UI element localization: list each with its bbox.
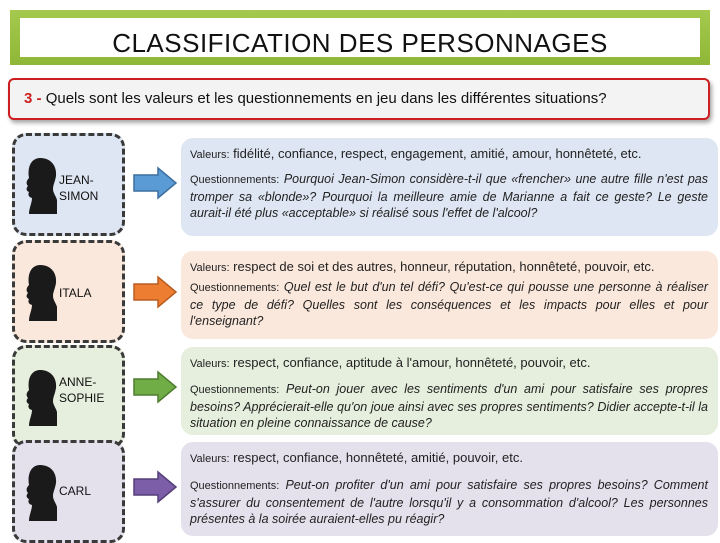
character-text-box [181, 347, 718, 435]
values-line: Valeurs: respect de soi et des autres, honneur, réputation, honnêteté, pouvoir, etc. [190, 259, 655, 274]
character-card-anne-sophie [12, 345, 125, 448]
questions-text: Quel est le but d'un tel défi? Qu'est-ce qui pousse une personne à réaliser ce type de défi? Quelles sont les conséquences et les impacts pour elles et pour l'enseignant? [190, 280, 708, 328]
character-card-carl [12, 440, 125, 543]
questions-text: Peut-on jouer avec les sentiments d'un ami pour satisfaire ses propres besoins? Apprécierait-elle qu'on joue ainsi avec ses propres sentiments? Didier accepte-t-il la situation en pleine connaissance de cause? [190, 382, 708, 430]
character-name: ITALA [59, 286, 92, 300]
arrow-right-icon [132, 470, 178, 504]
page-title: CLASSIFICATION DES PERSONNAGES [112, 28, 608, 58]
arrow-right-icon [132, 275, 178, 309]
character-text-box [181, 251, 718, 339]
arrow-right-icon [132, 166, 178, 200]
values-text: fidélité, confiance, respect, engagement, amitié, amour, honnêteté, etc. [233, 146, 642, 161]
head-silhouette-icon [23, 463, 59, 523]
head-silhouette-icon [23, 368, 59, 428]
question-text [24, 90, 607, 107]
values-text: respect, confiance, honnêteté, amitié, pouvoir, etc. [233, 450, 523, 465]
values-line: Valeurs: respect, confiance, aptitude à l'amour, honnêteté, pouvoir, etc. [190, 355, 591, 370]
questions-text: Pourquoi Jean-Simon considère-t-il que «frencher» une autre fille n'est pas tromper sa «blonde»? Pourquoi la meilleure amie de Marianne a fait ce geste? Le geste aurait-il été plus «acceptable» si réalisé sous l'effet de l'alcool? [190, 172, 708, 220]
character-text-box [181, 442, 718, 536]
character-name: JEAN- SIMON [59, 173, 99, 203]
values-line: Valeurs: respect, confiance, honnêteté, amitié, pouvoir, etc. [190, 450, 523, 465]
questions-line: Questionnements: Peut-on jouer avec les sentiments d'un ami pour satisfaire ses propres besoins? Apprécierait-elle qu'on joue ainsi avec ses propres sentiments? Didier accepte-t-il la situation en pleine connaissance de cause? [190, 382, 708, 430]
values-line: Valeurs: fidélité, confiance, respect, engagement, amitié, amour, honnêteté, etc. [190, 146, 642, 161]
question-number: 3 - [24, 90, 42, 107]
head-silhouette-icon [23, 263, 59, 323]
character-text-box [181, 138, 718, 236]
character-name: ANNE- SOPHIE [59, 375, 105, 405]
questions-line: Questionnements: Pourquoi Jean-Simon considère-t-il que «frencher» une autre fille n'est pas tromper sa «blonde»? Pourquoi la meilleure amie de Marianne a fait ce geste? Le geste aurait-il été plus «acceptable» si réalisé sous l'effet de l'alcool? [190, 172, 708, 220]
values-text: respect, confiance, aptitude à l'amour, honnêteté, pouvoir, etc. [233, 355, 591, 370]
character-name: CARL [59, 484, 92, 498]
questions-line: Questionnements: Peut-on profiter d'un ami pour satisfaire ses propres besoins? Comment s'assurer du consentement de l'autre lorsqu'il y a consommation d'alcool? Les personnes présentes à la soirée auraient-elles pu réagir? [190, 478, 708, 526]
head-silhouette-icon [23, 156, 59, 216]
questions-text: Peut-on profiter d'un ami pour satisfaire ses propres besoins? Comment s'assurer du consentement de l'autre lorsqu'il y a consommation d'alcool? Les personnes présentes à la soirée auraient-elles pu réagir? [190, 478, 708, 526]
arrow-right-icon [132, 370, 178, 404]
values-text: respect de soi et des autres, honneur, réputation, honnêteté, pouvoir, etc. [233, 259, 655, 274]
question-box [8, 78, 710, 120]
question-label: Quels sont les valeurs et les questionnements en jeu dans les différentes situations? [45, 90, 607, 107]
character-card-itala [12, 240, 125, 343]
questions-line: Questionnements: Quel est le but d'un tel défi? Qu'est-ce qui pousse une personne à réaliser ce type de défi? Quelles sont les conséquences et les impacts pour elles et pour l'enseignant? [190, 280, 708, 328]
character-card-jean-simon [12, 133, 125, 236]
